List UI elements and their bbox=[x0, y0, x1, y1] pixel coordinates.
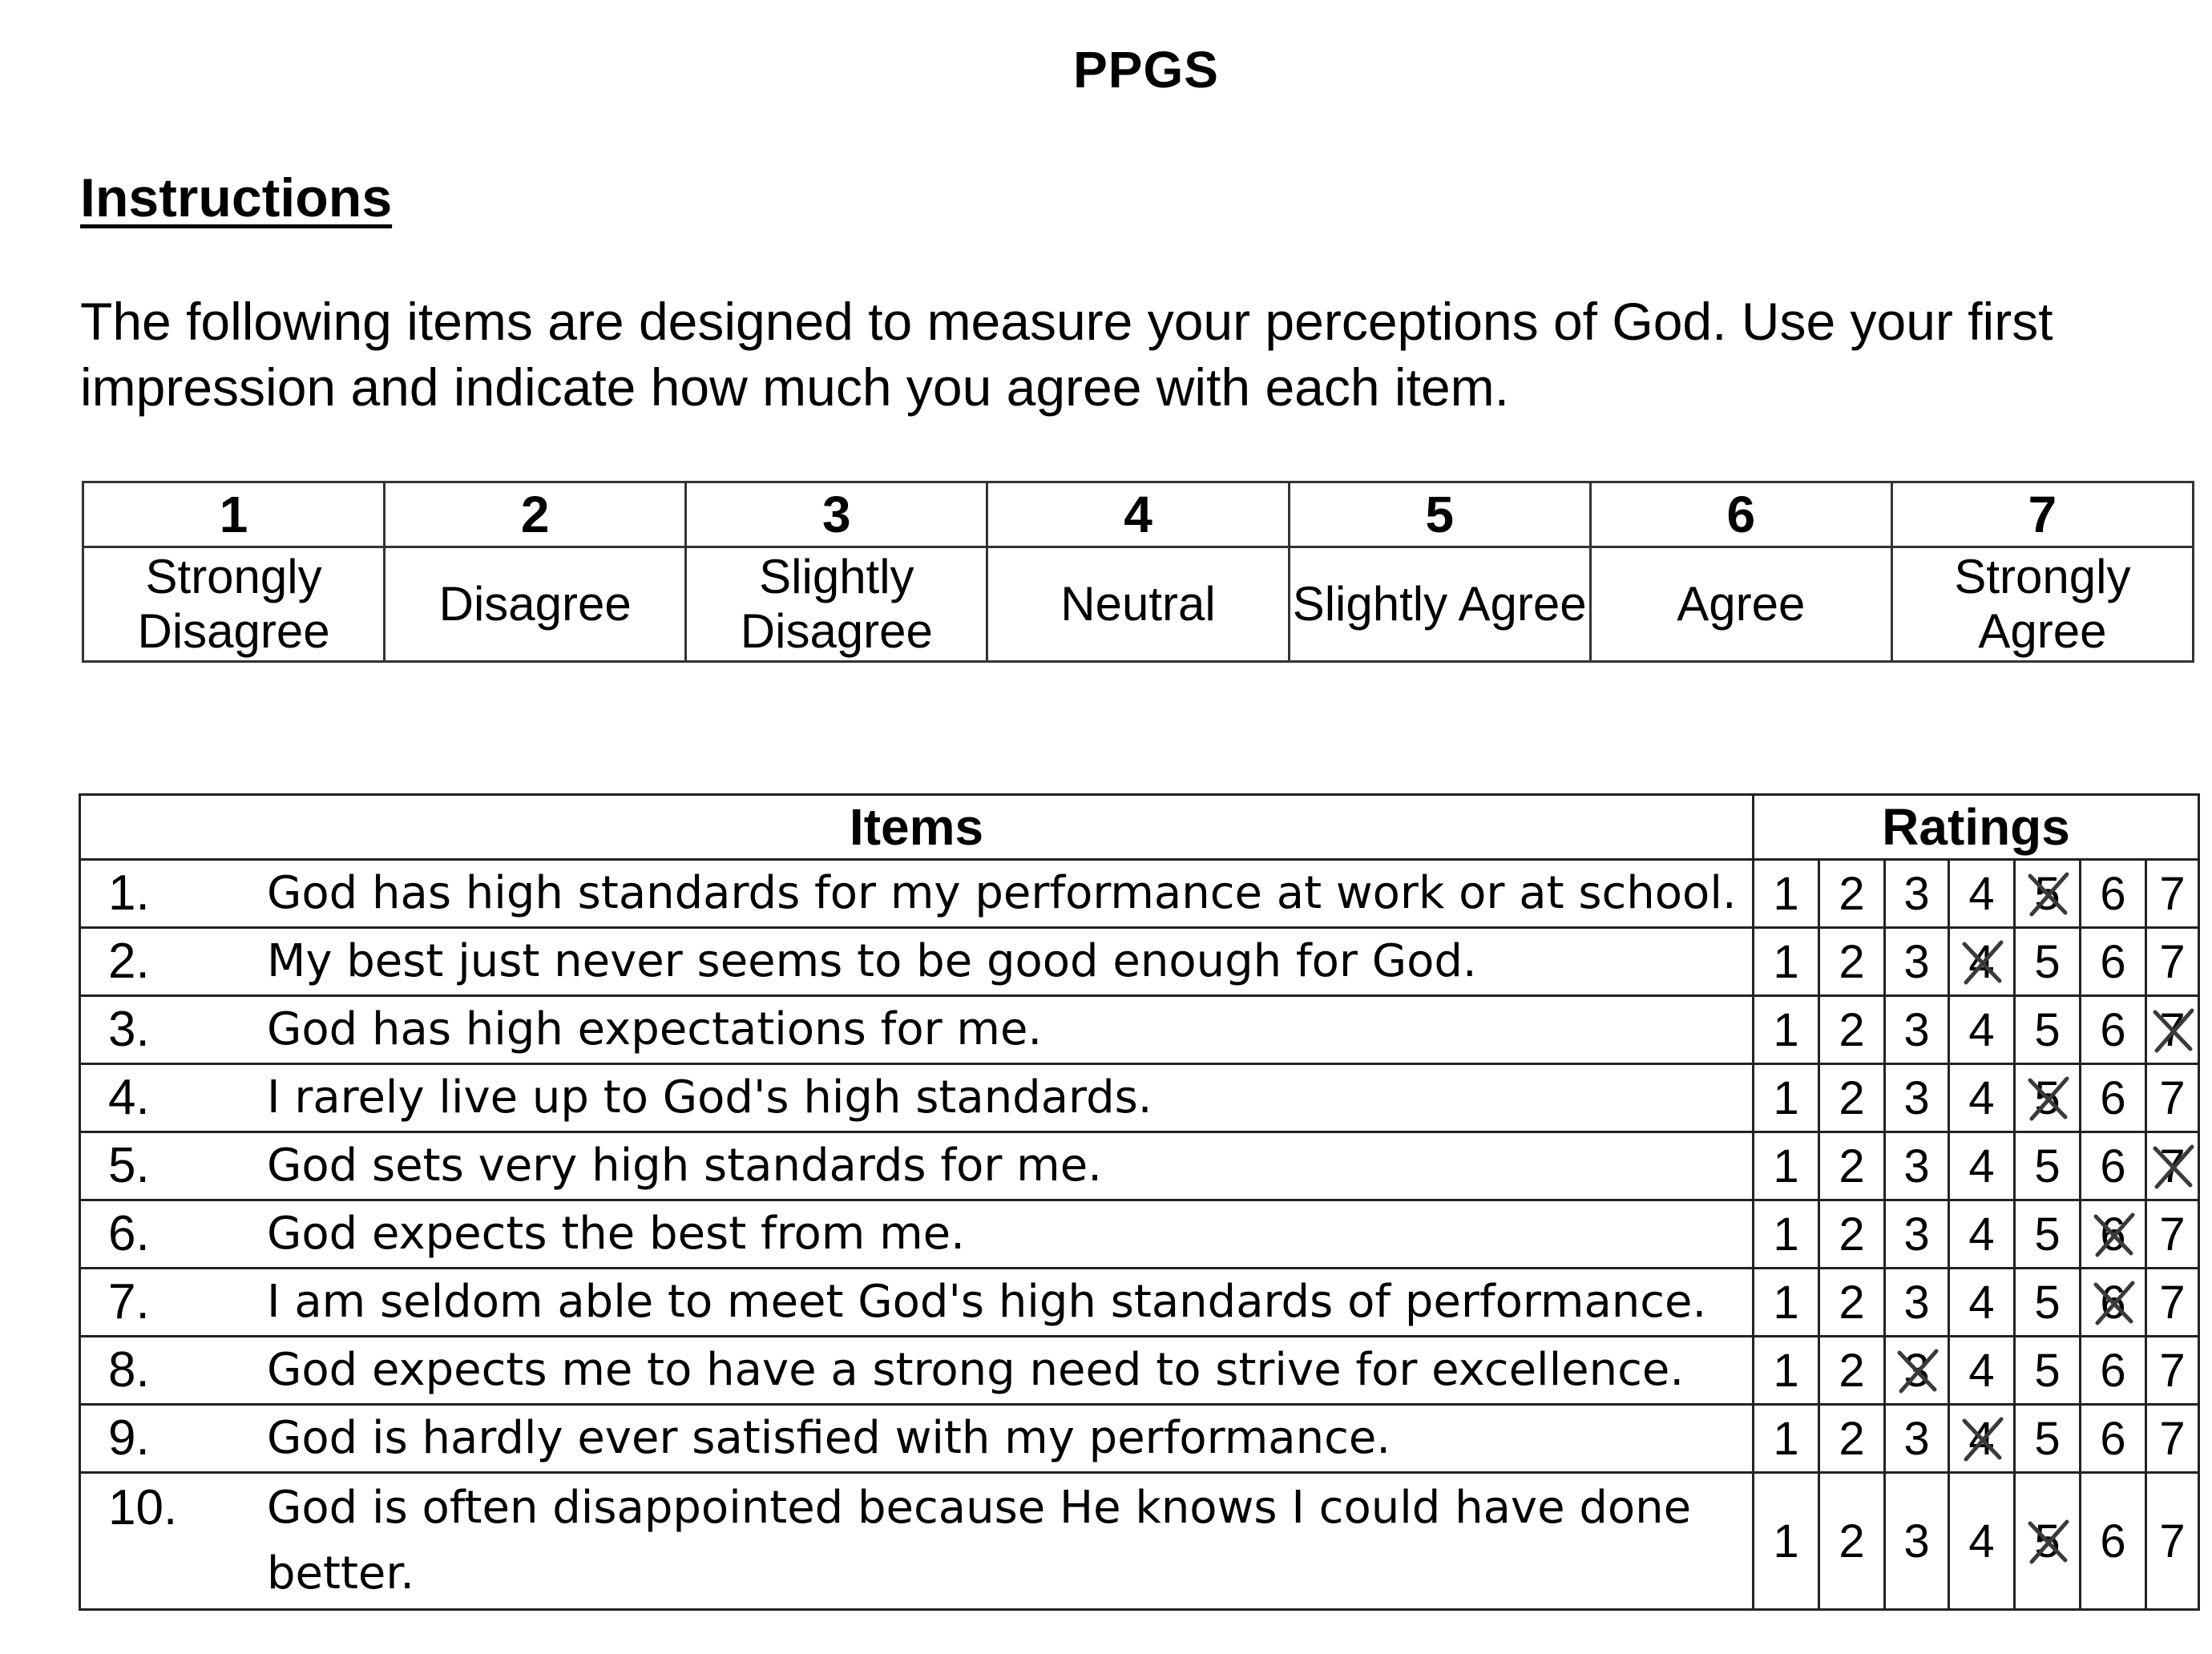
item-number: 1. bbox=[108, 865, 150, 921]
items-column-header: Items bbox=[80, 795, 1754, 860]
rating-option-2[interactable] bbox=[1819, 1337, 1885, 1405]
table-row bbox=[80, 928, 2199, 996]
rating-option-1[interactable] bbox=[1754, 928, 1819, 996]
rating-option-label: 2 bbox=[1839, 867, 1865, 920]
rating-option-6[interactable] bbox=[2081, 1064, 2146, 1132]
rating-option-label: 2 bbox=[1839, 1412, 1865, 1465]
rating-option-1[interactable] bbox=[1754, 1132, 1819, 1200]
rating-option-label: 5 bbox=[2034, 935, 2061, 988]
rating-option-3[interactable] bbox=[1885, 1064, 1949, 1132]
rating-option-label: 4 bbox=[1968, 1412, 1995, 1465]
rating-option-7[interactable] bbox=[2146, 1269, 2199, 1337]
scale-value: 5 bbox=[1289, 482, 1590, 547]
scale-label: Strongly Disagree bbox=[83, 547, 385, 662]
rating-option-5[interactable] bbox=[2015, 1269, 2081, 1337]
rating-option-label: 5 bbox=[2034, 1412, 2061, 1465]
rating-option-label: 2 bbox=[1839, 1276, 1865, 1329]
table-row bbox=[80, 1405, 2199, 1473]
item-text: God expects the best from me. bbox=[267, 1208, 965, 1260]
ratings-column-header: Ratings bbox=[1754, 795, 2199, 860]
rating-option-label: 2 bbox=[1839, 1003, 1865, 1056]
rating-option-label: 7 bbox=[2159, 1515, 2186, 1567]
item-cell bbox=[80, 1064, 1754, 1132]
rating-option-label: 6 bbox=[2100, 1140, 2126, 1192]
scale-value: 6 bbox=[1590, 482, 1891, 547]
rating-option-5[interactable] bbox=[2015, 860, 2081, 928]
scale-value: 3 bbox=[686, 482, 987, 547]
item-text: My best just never seems to be good enough for God. bbox=[267, 935, 1477, 987]
rating-option-label: 4 bbox=[1968, 1344, 1995, 1397]
rating-option-label: 6 bbox=[2100, 867, 2126, 920]
rating-option-label: 5 bbox=[2034, 1344, 2061, 1397]
rating-option-2[interactable] bbox=[1819, 996, 1885, 1064]
rating-option-label: 5 bbox=[2034, 1515, 2061, 1567]
rating-option-label: 2 bbox=[1839, 1071, 1865, 1124]
rating-option-label: 7 bbox=[2159, 1071, 2186, 1124]
rating-option-5[interactable] bbox=[2015, 1064, 2081, 1132]
rating-option-4[interactable] bbox=[1949, 1132, 2015, 1200]
scale-label: Neutral bbox=[987, 547, 1289, 662]
rating-option-4[interactable] bbox=[1949, 1337, 2015, 1405]
rating-option-6[interactable] bbox=[2081, 1337, 2146, 1405]
rating-option-5[interactable] bbox=[2015, 1132, 2081, 1200]
rating-option-label: 2 bbox=[1839, 1344, 1865, 1397]
item-number: 8. bbox=[108, 1342, 150, 1398]
rating-option-4[interactable] bbox=[1949, 996, 2015, 1064]
rating-option-6[interactable] bbox=[2081, 1132, 2146, 1200]
rating-option-label: 1 bbox=[1773, 1276, 1799, 1329]
rating-option-7[interactable] bbox=[2146, 928, 2199, 996]
rating-option-label: 6 bbox=[2100, 1515, 2126, 1567]
rating-option-2[interactable] bbox=[1819, 1132, 1885, 1200]
rating-option-label: 7 bbox=[2159, 935, 2186, 988]
rating-option-2[interactable] bbox=[1819, 1200, 1885, 1269]
rating-option-7[interactable] bbox=[2146, 1064, 2199, 1132]
rating-option-3[interactable] bbox=[1885, 1132, 1949, 1200]
item-cell bbox=[80, 1337, 1754, 1405]
table-header-row bbox=[80, 795, 2199, 860]
rating-option-1[interactable] bbox=[1754, 860, 1819, 928]
rating-option-label: 7 bbox=[2159, 1140, 2186, 1192]
rating-option-label: 3 bbox=[1903, 1003, 1930, 1056]
rating-option-label: 6 bbox=[2100, 935, 2126, 988]
rating-option-7[interactable] bbox=[2146, 996, 2199, 1064]
item-text: God sets very high standards for me. bbox=[267, 1140, 1102, 1192]
rating-option-6[interactable] bbox=[2081, 1473, 2146, 1610]
table-row bbox=[80, 1064, 2199, 1132]
rating-option-label: 3 bbox=[1903, 1140, 1930, 1192]
rating-option-label: 5 bbox=[2034, 1276, 2061, 1329]
instructions-text: The following items are designed to measure your perceptions of God. Use your first impression and indicate how much you agree with each item. bbox=[80, 292, 2053, 417]
table-row bbox=[80, 860, 2199, 928]
rating-option-4[interactable] bbox=[1949, 860, 2015, 928]
rating-option-2[interactable] bbox=[1819, 1405, 1885, 1473]
rating-option-label: 7 bbox=[2159, 1412, 2186, 1465]
item-number: 2. bbox=[108, 934, 150, 989]
item-text: I am seldom able to meet God's high standards of performance. bbox=[267, 1276, 1707, 1328]
rating-option-3[interactable] bbox=[1885, 1200, 1949, 1269]
rating-option-7[interactable] bbox=[2146, 1200, 2199, 1269]
item-cell bbox=[80, 1269, 1754, 1337]
rating-option-label: 1 bbox=[1773, 1344, 1799, 1397]
scale-label: Agree bbox=[1590, 547, 1891, 662]
instructions-heading: Instructions bbox=[80, 167, 393, 228]
rating-option-label: 4 bbox=[1968, 1071, 1995, 1124]
item-number: 6. bbox=[108, 1206, 150, 1261]
rating-option-label: 3 bbox=[1903, 935, 1930, 988]
page-title: PPGS bbox=[1073, 41, 1219, 99]
scale-label: Slightly Disagree bbox=[686, 547, 987, 662]
rating-option-label: 1 bbox=[1773, 1140, 1799, 1192]
rating-option-3[interactable] bbox=[1885, 928, 1949, 996]
table-row bbox=[80, 1132, 2199, 1200]
rating-option-label: 6 bbox=[2100, 1412, 2126, 1465]
rating-option-label: 6 bbox=[2100, 1003, 2126, 1056]
item-cell bbox=[80, 928, 1754, 996]
rating-option-7[interactable] bbox=[2146, 860, 2199, 928]
rating-option-3[interactable] bbox=[1885, 860, 1949, 928]
table-row bbox=[80, 1337, 2199, 1405]
rating-option-6[interactable] bbox=[2081, 1405, 2146, 1473]
rating-option-3[interactable] bbox=[1885, 1269, 1949, 1337]
table-row bbox=[80, 1269, 2199, 1337]
rating-option-label: 7 bbox=[2159, 867, 2186, 920]
scale-labels-row bbox=[83, 547, 2194, 662]
rating-option-2[interactable] bbox=[1819, 1473, 1885, 1610]
rating-option-6[interactable] bbox=[2081, 928, 2146, 996]
rating-option-label: 7 bbox=[2159, 1208, 2186, 1261]
rating-option-label: 2 bbox=[1839, 1208, 1865, 1261]
rating-option-6[interactable] bbox=[2081, 1269, 2146, 1337]
rating-option-7[interactable] bbox=[2146, 1132, 2199, 1200]
item-cell bbox=[80, 1473, 1754, 1610]
rating-option-2[interactable] bbox=[1819, 928, 1885, 996]
item-cell bbox=[80, 996, 1754, 1064]
rating-option-1[interactable] bbox=[1754, 1473, 1819, 1610]
rating-option-6[interactable] bbox=[2081, 1200, 2146, 1269]
rating-option-label: 2 bbox=[1839, 1140, 1865, 1192]
scale-label: Strongly Agree bbox=[1891, 547, 2193, 662]
table-row bbox=[80, 996, 2199, 1064]
rating-option-4[interactable] bbox=[1949, 1473, 2015, 1610]
rating-option-label: 1 bbox=[1773, 1071, 1799, 1124]
rating-option-label: 1 bbox=[1773, 867, 1799, 920]
table-row bbox=[80, 1473, 2199, 1610]
rating-option-label: 6 bbox=[2100, 1208, 2126, 1261]
item-cell bbox=[80, 1405, 1754, 1473]
item-number: 4. bbox=[108, 1070, 150, 1125]
table-row bbox=[80, 1200, 2199, 1269]
rating-option-label: 7 bbox=[2159, 1003, 2186, 1056]
rating-option-1[interactable] bbox=[1754, 1200, 1819, 1269]
rating-option-label: 7 bbox=[2159, 1276, 2186, 1329]
rating-option-label: 4 bbox=[1968, 867, 1995, 920]
scale-value: 7 bbox=[1891, 482, 2193, 547]
rating-option-label: 2 bbox=[1839, 1515, 1865, 1567]
rating-option-1[interactable] bbox=[1754, 1337, 1819, 1405]
item-text: God is often disappointed because He knows I could have done better. bbox=[267, 1482, 1692, 1600]
item-number: 7. bbox=[108, 1274, 150, 1329]
rating-option-label: 5 bbox=[2034, 1140, 2061, 1192]
rating-option-4[interactable] bbox=[1949, 1200, 2015, 1269]
rating-option-4[interactable] bbox=[1949, 1269, 2015, 1337]
rating-option-label: 1 bbox=[1773, 1412, 1799, 1465]
rating-option-label: 3 bbox=[1903, 1515, 1930, 1567]
rating-option-label: 3 bbox=[1903, 1276, 1930, 1329]
rating-option-3[interactable] bbox=[1885, 996, 1949, 1064]
rating-option-2[interactable] bbox=[1819, 1269, 1885, 1337]
item-text: God is hardly ever satisfied with my performance. bbox=[267, 1412, 1391, 1464]
rating-option-label: 5 bbox=[2034, 1208, 2061, 1261]
rating-option-label: 3 bbox=[1903, 867, 1930, 920]
rating-option-label: 3 bbox=[1903, 1344, 1930, 1397]
rating-option-7[interactable] bbox=[2146, 1337, 2199, 1405]
item-number: 9. bbox=[108, 1410, 150, 1466]
item-cell bbox=[80, 1200, 1754, 1269]
rating-option-1[interactable] bbox=[1754, 996, 1819, 1064]
rating-option-label: 6 bbox=[2100, 1276, 2126, 1329]
rating-option-1[interactable] bbox=[1754, 1405, 1819, 1473]
rating-option-3[interactable] bbox=[1885, 1405, 1949, 1473]
scale-value: 4 bbox=[987, 482, 1289, 547]
rating-option-4[interactable] bbox=[1949, 928, 2015, 996]
rating-option-5[interactable] bbox=[2015, 928, 2081, 996]
rating-scale-legend bbox=[82, 481, 2194, 663]
item-text: God expects me to have a strong need to strive for excellence. bbox=[267, 1344, 1685, 1396]
rating-option-label: 4 bbox=[1968, 935, 1995, 988]
scale-values-row bbox=[83, 482, 2194, 547]
rating-option-1[interactable] bbox=[1754, 1064, 1819, 1132]
rating-option-5[interactable] bbox=[2015, 1473, 2081, 1610]
rating-option-label: 4 bbox=[1968, 1003, 1995, 1056]
item-text: I rarely live up to God's high standards. bbox=[267, 1071, 1152, 1124]
rating-option-label: 3 bbox=[1903, 1208, 1930, 1261]
rating-option-3[interactable] bbox=[1885, 1337, 1949, 1405]
item-number: 3. bbox=[108, 1002, 150, 1057]
rating-option-label: 6 bbox=[2100, 1071, 2126, 1124]
rating-option-label: 4 bbox=[1968, 1208, 1995, 1261]
rating-option-label: 3 bbox=[1903, 1412, 1930, 1465]
rating-option-label: 1 bbox=[1773, 1208, 1799, 1261]
rating-option-label: 5 bbox=[2034, 1071, 2061, 1124]
item-cell bbox=[80, 860, 1754, 928]
rating-option-1[interactable] bbox=[1754, 1269, 1819, 1337]
rating-option-4[interactable] bbox=[1949, 1064, 2015, 1132]
rating-option-label: 2 bbox=[1839, 935, 1865, 988]
rating-option-2[interactable] bbox=[1819, 1064, 1885, 1132]
scale-value: 2 bbox=[385, 482, 686, 547]
rating-option-label: 1 bbox=[1773, 935, 1799, 988]
scale-value: 1 bbox=[83, 482, 385, 547]
rating-option-6[interactable] bbox=[2081, 996, 2146, 1064]
rating-option-5[interactable] bbox=[2015, 996, 2081, 1064]
scale-label: Disagree bbox=[385, 547, 686, 662]
rating-option-label: 1 bbox=[1773, 1515, 1799, 1567]
rating-option-label: 6 bbox=[2100, 1344, 2126, 1397]
scale-label: Slightly Agree bbox=[1289, 547, 1590, 662]
rating-option-7[interactable] bbox=[2146, 1405, 2199, 1473]
rating-option-label: 5 bbox=[2034, 867, 2061, 920]
item-text: God has high standards for my performance at work or at school. bbox=[267, 867, 1737, 919]
rating-option-5[interactable] bbox=[2015, 1337, 2081, 1405]
rating-option-label: 3 bbox=[1903, 1071, 1930, 1124]
item-number: 10. bbox=[108, 1480, 178, 1535]
rating-option-label: 4 bbox=[1968, 1515, 1995, 1567]
rating-option-3[interactable] bbox=[1885, 1473, 1949, 1610]
rating-option-label: 7 bbox=[2159, 1344, 2186, 1397]
items-ratings-table bbox=[79, 793, 2200, 1611]
rating-option-label: 1 bbox=[1773, 1003, 1799, 1056]
rating-option-4[interactable] bbox=[1949, 1405, 2015, 1473]
rating-option-label: 4 bbox=[1968, 1276, 1995, 1329]
rating-option-2[interactable] bbox=[1819, 860, 1885, 928]
rating-option-7[interactable] bbox=[2146, 1473, 2199, 1610]
item-cell bbox=[80, 1132, 1754, 1200]
rating-option-label: 4 bbox=[1968, 1140, 1995, 1192]
item-text: God has high expectations for me. bbox=[267, 1003, 1043, 1055]
rating-option-label: 5 bbox=[2034, 1003, 2061, 1056]
rating-option-5[interactable] bbox=[2015, 1200, 2081, 1269]
item-number: 5. bbox=[108, 1138, 150, 1193]
rating-option-5[interactable] bbox=[2015, 1405, 2081, 1473]
rating-option-6[interactable] bbox=[2081, 860, 2146, 928]
